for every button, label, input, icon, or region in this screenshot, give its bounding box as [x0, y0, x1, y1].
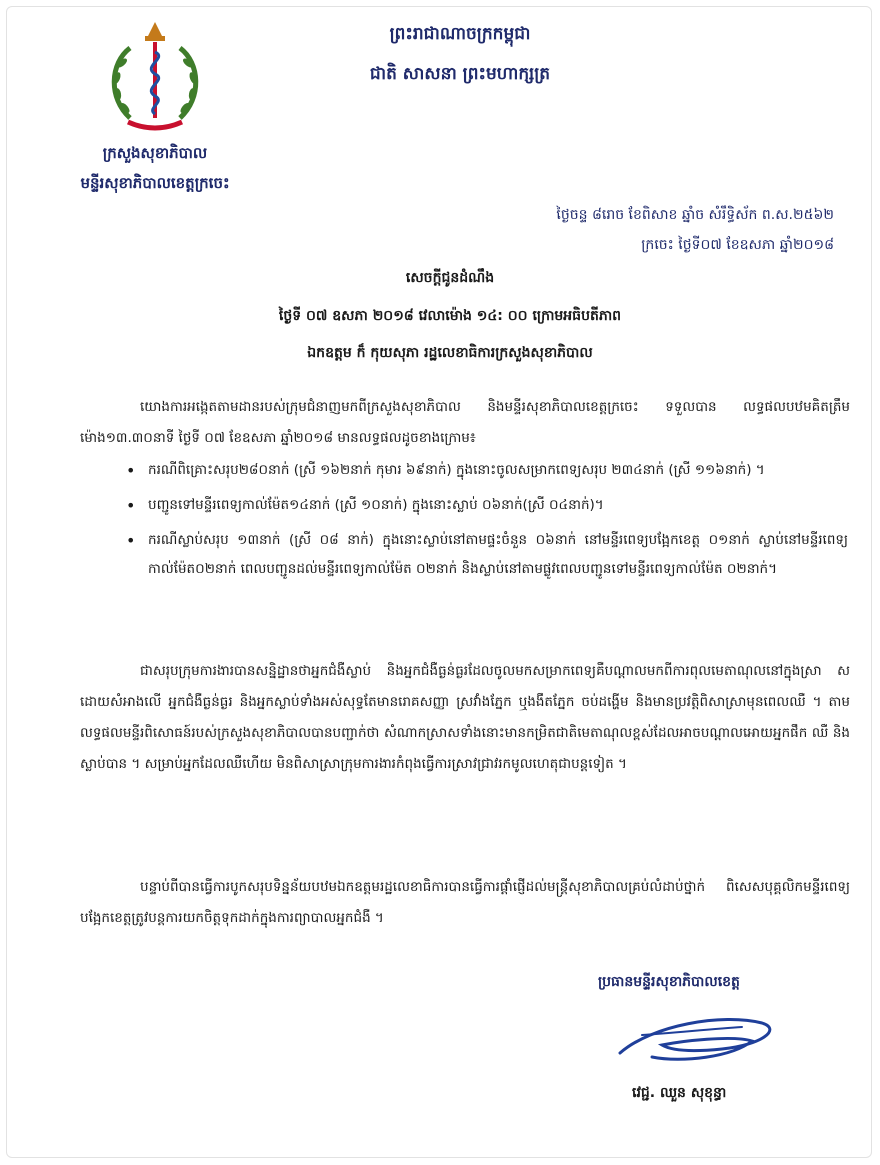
department-name: មន្ទីរសុខាភិបាលខេត្តក្រចេះ	[80, 174, 230, 192]
solar-date: ក្រចេះ ថ្ងៃទី០៧ ខែឧសភា ឆ្នាំ២០១៨	[641, 237, 834, 253]
list-item: • បញ្ជូនទៅមន្ទីរពេទ្យកាល់ម៉ែត១៤នាក់ (ស្រី ១០នាក់) ក្នុងនោះស្លាប់ ០៦នាក់(ស្រី ០៤នាក់)។	[148, 491, 848, 520]
handwritten-signature-icon	[612, 1005, 782, 1075]
meeting-line: ថ្ងៃទី ០៧ ឧសភា ២០១៨ វេលាម៉ោង ១៤: ០០ ក្រោមអធិបតីភាព	[278, 308, 622, 324]
signatory-title: ប្រធានមន្ទីរសុខាភិបាលខេត្ត	[598, 974, 740, 990]
kingdom-title: ព្រះរាជាណាចក្រកម្ពុជា	[389, 24, 531, 44]
intro-text: យោងការអង្កេតតាមដានរបស់ក្រុមជំនាញមកពីក្រសួងសុខាភិបាល និងមន្ទីរសុខាភិបាលខេត្តក្រចេះ ទទួលបាន លទ្ធផលបឋមគិតត្រឹមម៉ោង១៣.៣០នាទី ថ្ងៃទី ០៧ ខែឧសភា ឆ្នាំ២០១៨ មានលទ្ធផលដូចខាងក្រោម៖	[80, 399, 850, 446]
ministry-block	[40, 138, 270, 198]
chair-line: ឯកឧត្តម ក៏ កុយសុភា រដ្ឋលេខាធិការក្រសួងសុខាភិបាល	[307, 345, 593, 361]
instruction-text: បន្ទាប់ពីបានធ្វើការបូកសរុបទិន្នន័យបឋមឯកឧត្តមរដ្ឋលេខាធិការបានធ្វើការផ្តាំផ្ញើដល់មន្ត្រីសុខាភិបាលគ្រប់លំដាប់ថ្នាក់ ពិសេសបុគ្គលិកមន្ទីរពេទ្យបង្អែកខេត្តត្រូវបន្តការយកចិត្តទុកដាក់ក្នុងការព្យាបាលអ្នកជំងឺ ។	[80, 879, 850, 926]
ministry-name: ក្រសួងសុខាភិបាល	[102, 144, 208, 162]
list-item: • ករណីស្លាប់សរុប ១៣នាក់ (ស្រី ០៨ នាក់) ក្នុងនោះស្លាប់នៅតាមផ្ទះចំនួន ០៦នាក់ នៅមន្ទីរពេទ្យបង្អែកខេត្ត ០១នាក់ ស្លាប់នៅមន្ទីរពេទ្យកាល់ម៉ែត០២នាក់ ពេលបញ្ជូនដល់មន្ទីរពេទ្យកាល់ម៉ែត ០២នាក់ និងស្លាប់នៅតាមផ្លូវពេលបញ្ជូនទៅមន្ទីរពេទ្យកាល់ម៉ែត ០២នាក់។	[148, 526, 848, 584]
instruction-paragraph	[80, 872, 850, 934]
lunar-date: ថ្ងៃចន្ទ ៨រោច ខែពិសាខ ឆ្នាំច សំរឹទ្ធិស័ក ព.ស.២៥៦២	[556, 207, 834, 223]
health-ministry-emblem-icon	[100, 18, 210, 136]
document-title: សេចក្តីជូនដំណឹង	[405, 270, 495, 286]
results-list	[148, 456, 848, 590]
national-motto: ជាតិ សាសនា ព្រះមហាក្សត្រ	[369, 64, 551, 84]
signatory-name: វេជ្ជ. ឈួន សុខុន្ធា	[632, 1085, 727, 1101]
conclusion-paragraph	[80, 656, 850, 780]
intro-paragraph	[80, 392, 850, 454]
list-item: • ករណីពិគ្រោះសរុប២៨០នាក់ (ស្រី ១៦២នាក់ កុមារ ៦៩នាក់) ក្នុងនោះចូលសម្រាកពេទ្យសរុប ២៣៤នាក់ (ស្រី ១១៦នាក់) ។	[148, 456, 848, 485]
kingdom-block	[260, 14, 660, 94]
date-block	[556, 200, 834, 260]
conclusion-text: ជាសរុបក្រុមការងារបានសន្និដ្ឋានថាអ្នកជំងឺស្លាប់ និងអ្នកជំងឺធ្ងន់ធ្ងរដែលចូលមកសម្រាកពេទ្យគឺបណ្តាលមកពីការពុលមេតាណុលនៅក្នុងស្រា ស ដោយសំអាងលើ អ្នកជំងឺធ្ងន់ធ្ងរ និងអ្នកស្លាប់ទាំងអស់សុទ្ធតែមានរោគសញ្ញា ស្រវាំងភ្នែក ឬងងឹតភ្នែក ចប់ដង្ហើម និងមានប្រវត្តិពិសាស្រាមុនពេលឈឺ ។ តាមលទ្ធផលមន្ទីរពិសោធន៍របស់ក្រសួងសុខាភិបាលបានបញ្ជាក់ថា សំណាកស្រាសទាំងនោះមានកម្រិតជាតិមេតាណុលខ្ពស់ដែលអាចបណ្តាលអោយអ្នកផឹក ឈឺ និងស្លាប់បាន ។ សម្រាប់អ្នកដែលឈឺហើយ មិនពិសាស្រាក្រុមការងារកំពុងធ្វើការស្រាវជ្រាវរកមូលហេតុជាបន្តទៀត ។	[80, 663, 850, 772]
